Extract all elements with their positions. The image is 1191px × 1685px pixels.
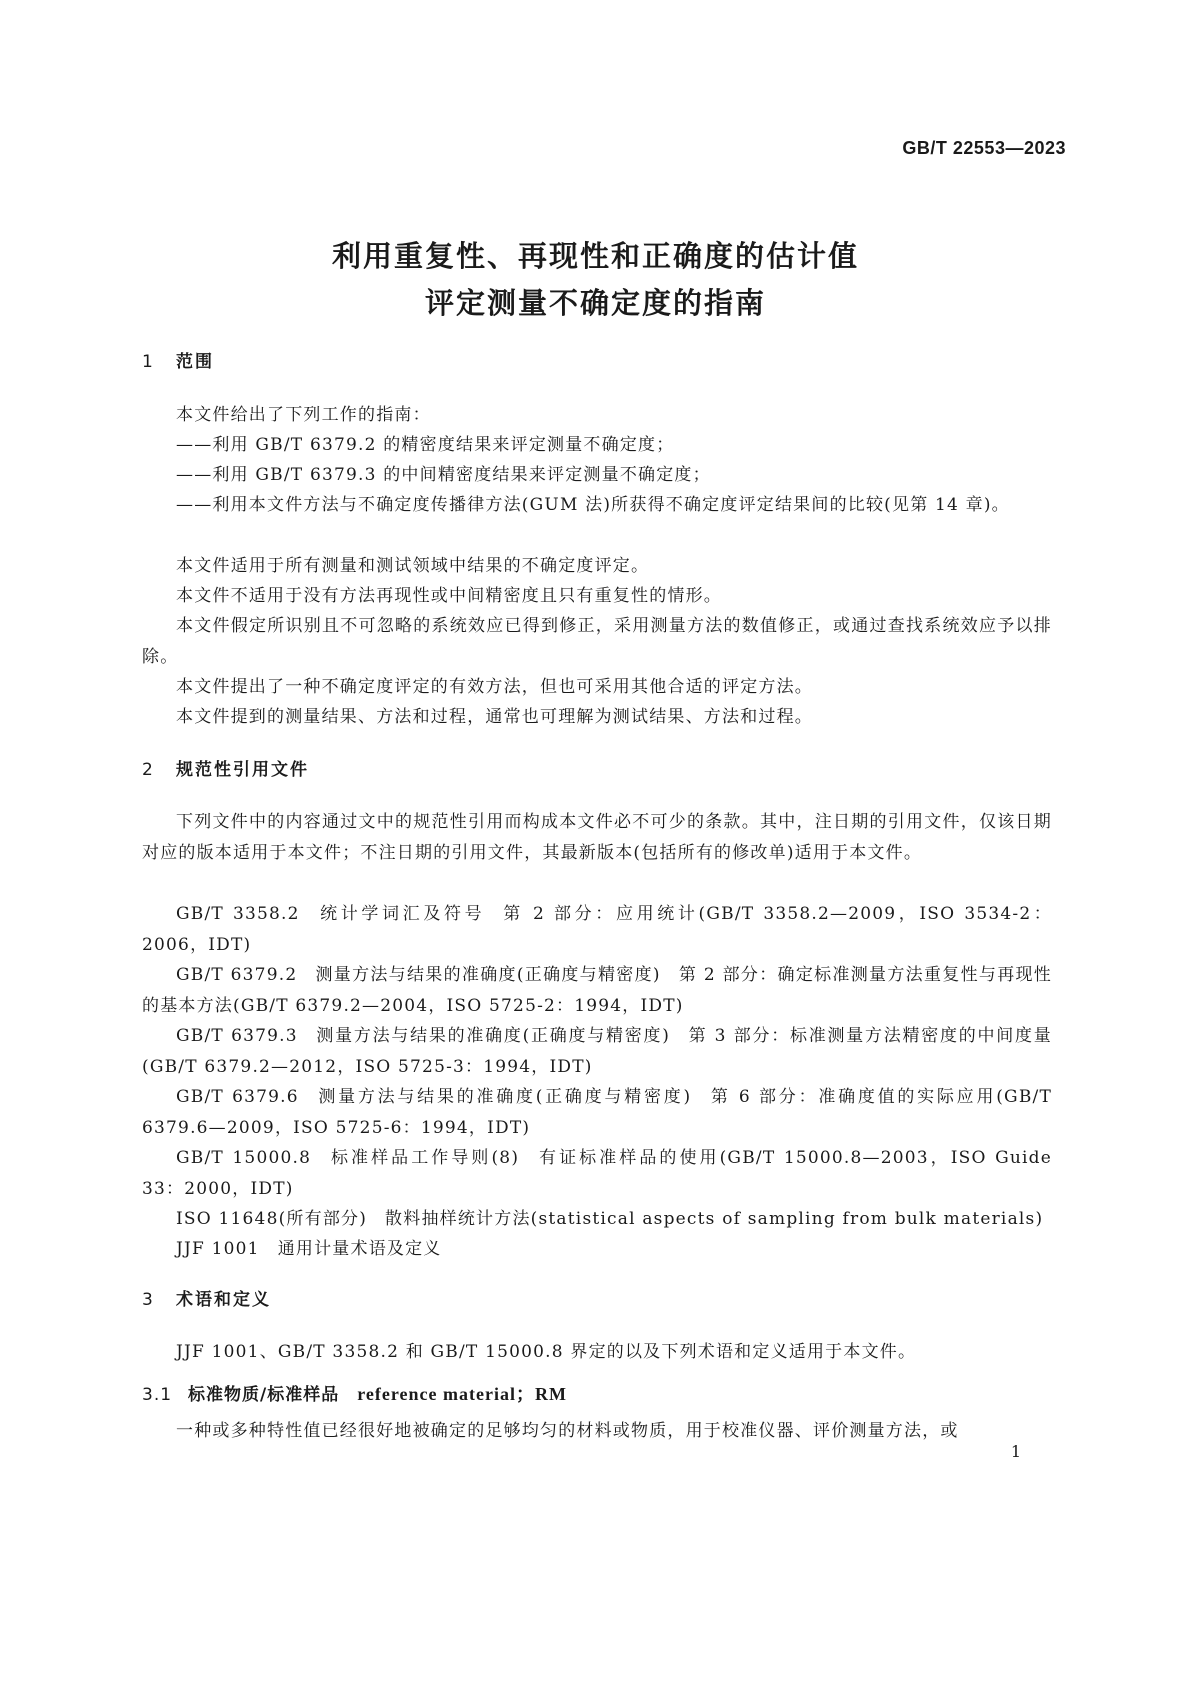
section-3-intro: JJF 1001、GB/T 3358.2 和 GB/T 15000.8 界定的以及下列术语和定义适用于本文件。: [176, 1342, 917, 1362]
reference-code: GB/T 6379.6: [176, 1087, 299, 1107]
reference-part: 第 2 部分：确定标准测量方法重复性与再现性的基本方法(GB/T 6379.2—2004，ISO 5725-2：1994，IDT): [142, 965, 1053, 1016]
paragraph: 本文件假定所识别且不可忽略的系统效应已得到修正，采用测量方法的数值修正，或通过查找系统效应予以排除。: [142, 616, 1052, 667]
term-3-1-heading: [142, 1380, 567, 1406]
page-number: 1: [1010, 1442, 1021, 1461]
term-en: reference material；RM: [357, 1384, 567, 1404]
section-number: 3: [142, 1290, 155, 1310]
paragraph: 本文件提到的测量结果、方法和过程，通常也可理解为测试结果、方法和过程。: [176, 707, 813, 727]
section-title: 范围: [176, 352, 214, 372]
term-cn: 标准物质/标准样品: [188, 1385, 340, 1405]
reference-title: 通用计量术语及定义: [277, 1239, 442, 1259]
section-number: 1: [142, 352, 155, 372]
section-1-intro: 本文件给出了下列工作的指南：: [176, 405, 431, 425]
reference-item: [142, 960, 1052, 1021]
document-title-line-1: 利用重复性、再现性和正确度的估计值: [331, 239, 859, 273]
paragraph: 本文件不适用于没有方法再现性或中间精密度且只有重复性的情形。: [176, 586, 722, 606]
section-number: 2: [142, 760, 155, 780]
reference-part: 有证标准样品的使用(GB/T 15000.8—2003，ISO Guide 33：2000，IDT): [142, 1148, 1053, 1199]
reference-title: 统计学词汇及符号: [317, 904, 486, 924]
reference-item: [142, 1234, 1052, 1265]
reference-code: GB/T 6379.3: [176, 1026, 298, 1046]
reference-item: [142, 1021, 1052, 1082]
section-title: 规范性引用文件: [176, 760, 309, 780]
list-item: ——利用 GB/T 6379.3 的中间精密度结果来评定测量不确定度；: [176, 465, 711, 485]
reference-item: [142, 899, 1052, 960]
reference-part: 第 2 部分：应用统计(GB/T 3358.2—2009，ISO 3534-2：2006，IDT): [142, 904, 1052, 955]
reference-code: GB/T 15000.8: [176, 1148, 312, 1168]
reference-code: ISO 11648(所有部分): [176, 1209, 368, 1229]
reference-part: 第 3 部分：标准测量方法精密度的中间度量(GB/T 6379.2—2012，ISO 5725-3：1994，IDT): [142, 1026, 1052, 1077]
section-2-intro: 下列文件中的内容通过文中的规范性引用而构成本文件必不可少的条款。其中，注日期的引用文件，仅该日期对应的版本适用于本文件；不注日期的引用文件，其最新版本(包括所有的修改单)适用于本文件。: [142, 812, 1052, 863]
section-title: 术语和定义: [176, 1290, 271, 1310]
reference-code: GB/T 6379.2: [176, 965, 298, 985]
section-1-heading: [142, 347, 214, 372]
standard-number: GB/T 22553—2023: [902, 138, 1066, 158]
list-item: ——利用 GB/T 6379.2 的精密度结果来评定测量不确定度；: [176, 435, 675, 455]
paragraph: 本文件适用于所有测量和测试领域中结果的不确定度评定。: [176, 556, 650, 576]
term-definition: 一种或多种特性值已经很好地被确定的足够均匀的材料或物质，用于校准仪器、评价测量方法，或: [176, 1421, 959, 1441]
term-number: 3.1: [142, 1385, 173, 1405]
reference-title: 标准样品工作导则(8): [329, 1148, 520, 1168]
reference-title: 散料抽样统计方法(statistical aspects of sampling from bulk materials): [385, 1209, 1044, 1229]
reference-code: GB/T 3358.2: [176, 904, 300, 924]
reference-item: [142, 1082, 1052, 1143]
section-2-heading: [142, 755, 309, 780]
reference-title: 测量方法与结果的准确度(正确度与精密度): [315, 1026, 671, 1046]
reference-item: [142, 1204, 1052, 1235]
list-item: ——利用本文件方法与不确定度传播律方法(GUM 法)所获得不确定度评定结果间的比较(见第 14 章)。: [176, 495, 1010, 515]
reference-code: JJF 1001: [176, 1239, 260, 1259]
reference-part: 第 6 部分：准确度值的实际应用(GB/T 6379.6—2009，ISO 5725-6：1994，IDT): [142, 1087, 1052, 1138]
reference-title: 测量方法与结果的准确度(正确度与精密度): [315, 965, 661, 985]
document-title-line-2: 评定测量不确定度的指南: [424, 286, 766, 320]
reference-item: [142, 1143, 1052, 1204]
reference-title: 测量方法与结果的准确度(正确度与精密度): [316, 1087, 692, 1107]
section-3-heading: [142, 1285, 271, 1310]
paragraph: 本文件提出了一种不确定度评定的有效方法，但也可采用其他合适的评定方法。: [176, 677, 813, 697]
